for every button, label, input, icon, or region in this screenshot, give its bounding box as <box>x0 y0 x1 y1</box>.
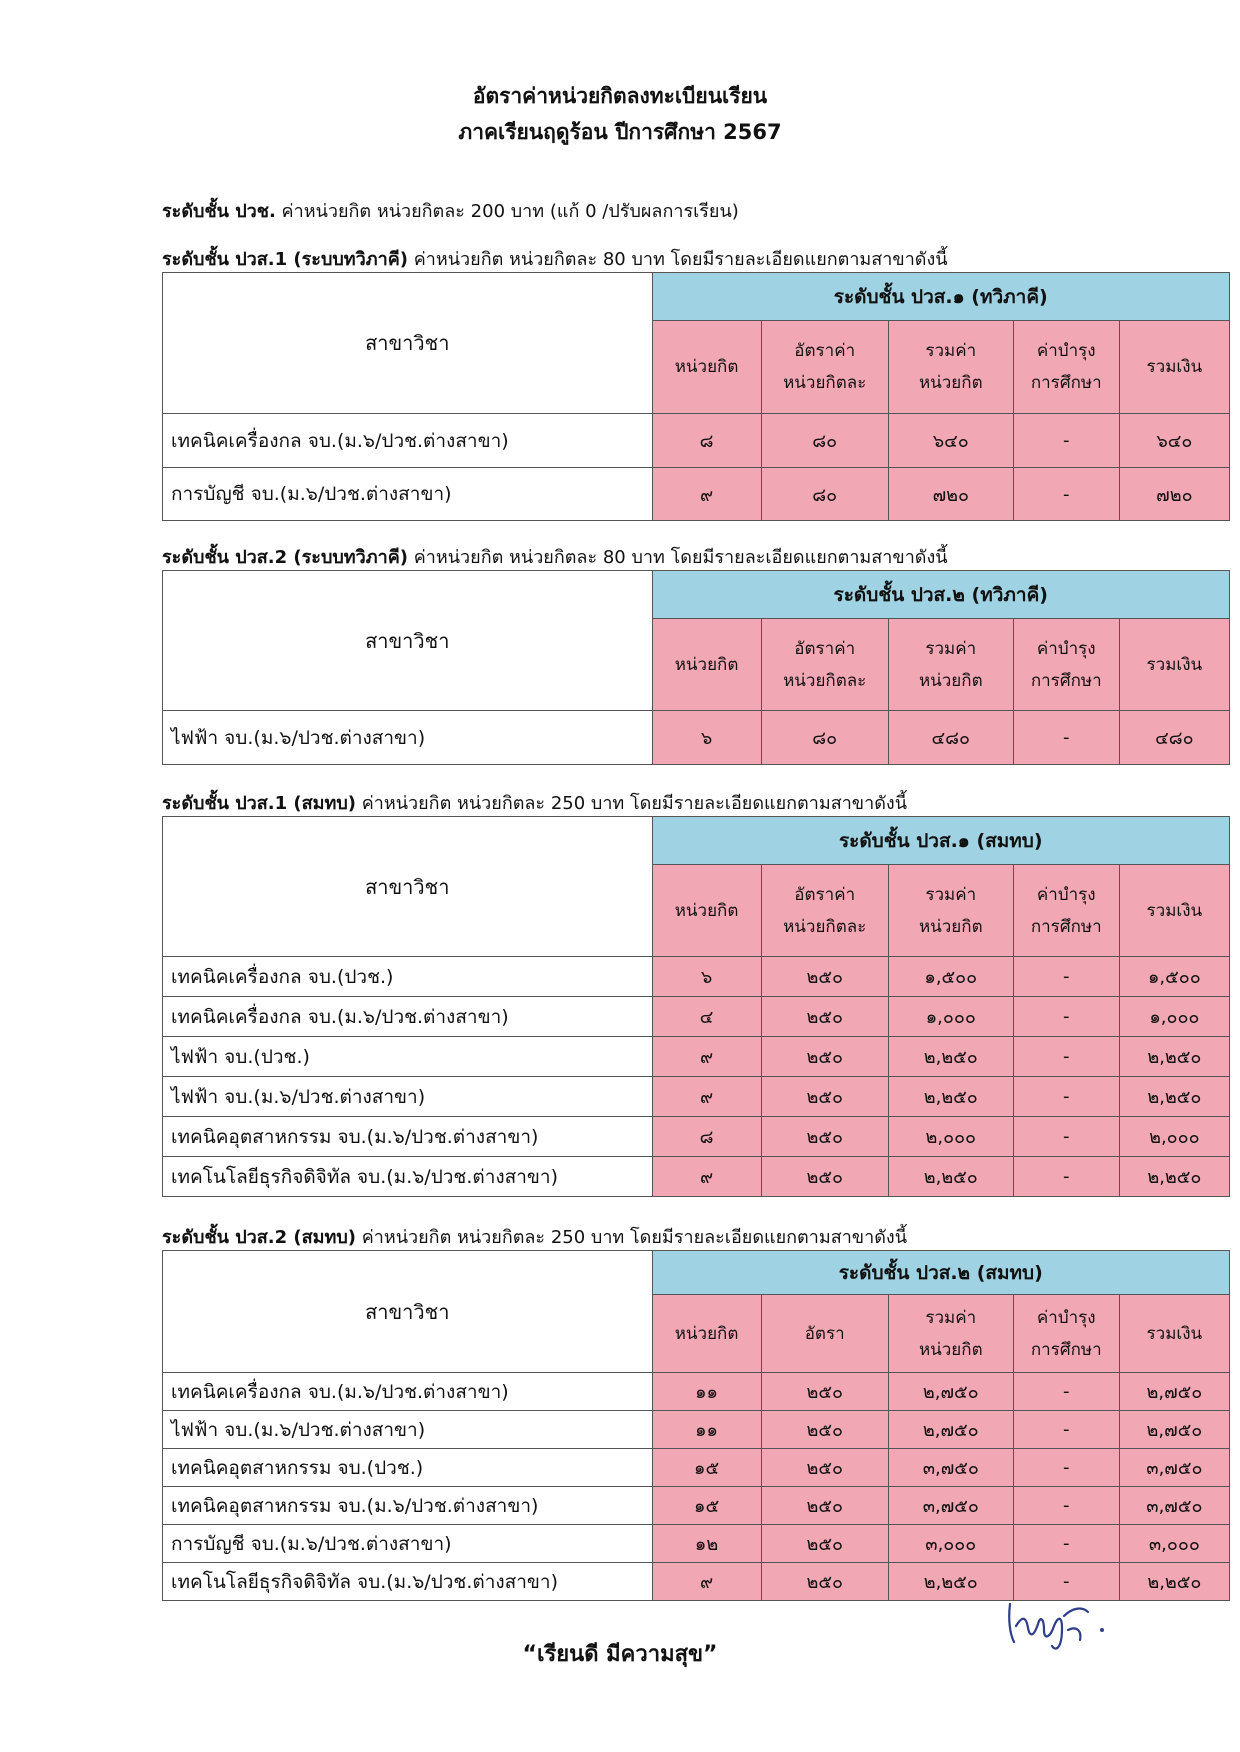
table-row <box>163 1449 1230 1487</box>
rate-cell: ๒๕๐ <box>761 997 888 1037</box>
rate-cell: ๒๕๐ <box>761 1525 888 1563</box>
total-cell: ๑,๕๐๐ <box>888 957 1013 997</box>
rate-column-header: อัตราค่า หน่วยกิตละ <box>761 865 888 957</box>
maintenance-fee-column-header: ค่าบำรุง การศึกษา <box>1013 619 1119 711</box>
table-row <box>163 1117 1230 1157</box>
table-row <box>163 997 1230 1037</box>
total-cell: ๒,๒๕๐ <box>888 1077 1013 1117</box>
rate-cell: ๒๕๐ <box>761 1157 888 1197</box>
credits-column-header: หน่วยกิต <box>652 619 761 711</box>
total-credit-fee-column-header: รวมค่า หน่วยกิต <box>888 619 1013 711</box>
sum-cell: ๓,๗๕๐ <box>1119 1487 1229 1525</box>
sum-cell: ๓,๐๐๐ <box>1119 1525 1229 1563</box>
table-row <box>163 1077 1230 1117</box>
credits-cell: ๑๑ <box>652 1411 761 1449</box>
footer-motto: “เรียนดี มีความสุข” <box>522 1642 718 1667</box>
fee-cell: - <box>1013 1077 1119 1117</box>
sum-cell: ๒,๐๐๐ <box>1119 1117 1229 1157</box>
total-credit-fee-column-header: รวมค่า หน่วยกิต <box>888 1295 1013 1373</box>
sum-cell: ๔๘๐ <box>1119 711 1229 765</box>
sum-cell: ๒,๒๕๐ <box>1119 1077 1229 1117</box>
credits-cell: ๖ <box>652 957 761 997</box>
sum-column-header: รวมเงิน <box>1119 1295 1229 1373</box>
table-row <box>163 1525 1230 1563</box>
credits-cell: ๙ <box>652 1563 761 1601</box>
fee-cell: - <box>1013 1411 1119 1449</box>
credits-cell: ๔ <box>652 997 761 1037</box>
subject-name: เทคนิคอุตสาหกรรม จบ.(ม.๖/ปวช.ต่างสาขา) <box>163 1117 653 1157</box>
rate-cell: ๒๕๐ <box>761 1037 888 1077</box>
maintenance-fee-column-header: ค่าบำรุง การศึกษา <box>1013 321 1119 414</box>
sum-cell: ๓,๗๕๐ <box>1119 1449 1229 1487</box>
credits-cell: ๑๕ <box>652 1487 761 1525</box>
sum-cell: ๒,๒๕๐ <box>1119 1563 1229 1601</box>
subject-column-header: สาขาวิชา <box>163 571 653 711</box>
subject-name: เทคโนโลยีธุรกิจดิจิทัล จบ.(ม.๖/ปวช.ต่างสาขา) <box>163 1157 653 1197</box>
table-row <box>163 1411 1230 1449</box>
rates-table <box>162 816 1230 1197</box>
sum-column-header: รวมเงิน <box>1119 865 1229 957</box>
rate-cell: ๒๕๐ <box>761 1117 888 1157</box>
table-row <box>163 468 1230 521</box>
rate-column-header: อัตราค่า หน่วยกิตละ <box>761 321 888 414</box>
document-title: อัตราค่าหน่วยกิตลงทะเบียนเรียน <box>472 84 768 108</box>
table-row <box>163 1373 1230 1411</box>
sum-cell: ๗๒๐ <box>1119 468 1229 521</box>
rate-cell: ๒๕๐ <box>761 1487 888 1525</box>
total-cell: ๑,๐๐๐ <box>888 997 1013 1037</box>
subject-name: การบัญชี จบ.(ม.๖/ปวช.ต่างสาขา) <box>163 1525 653 1563</box>
section-heading <box>162 542 948 571</box>
subject-column-header: สาขาวิชา <box>163 817 653 957</box>
section-heading-text: ค่าหน่วยกิต หน่วยกิตละ 250 บาท โดยมีรายละเอียดแยกตามสาขาดังนี้ <box>355 1227 908 1248</box>
credits-cell: ๖ <box>652 711 761 765</box>
subject-column-header: สาขาวิชา <box>163 273 653 414</box>
total-cell: ๓,๗๕๐ <box>888 1487 1013 1525</box>
credits-column-header: หน่วยกิต <box>652 865 761 957</box>
rate-cell: ๘๐ <box>761 711 888 765</box>
table-row <box>163 1487 1230 1525</box>
sum-cell: ๑,๐๐๐ <box>1119 997 1229 1037</box>
rate-column-header: อัตรา <box>761 1295 888 1373</box>
pvc-fee-text: ค่าหน่วยกิต หน่วยกิตละ 200 บาท (แก้ 0 /ปรับผลการเรียน) <box>275 201 739 222</box>
credits-cell: ๑๑ <box>652 1373 761 1411</box>
rate-cell: ๒๕๐ <box>761 1563 888 1601</box>
sum-column-header: รวมเงิน <box>1119 321 1229 414</box>
total-cell: ๒,๐๐๐ <box>888 1117 1013 1157</box>
sum-cell: ๒,๗๕๐ <box>1119 1373 1229 1411</box>
rate-column-header: อัตราค่า หน่วยกิตละ <box>761 619 888 711</box>
fee-cell: - <box>1013 1373 1119 1411</box>
credits-cell: ๙ <box>652 1157 761 1197</box>
total-cell: ๗๒๐ <box>888 468 1013 521</box>
subject-name: เทคโนโลยีธุรกิจดิจิทัล จบ.(ม.๖/ปวช.ต่างสาขา) <box>163 1563 653 1601</box>
maintenance-fee-column-header: ค่าบำรุง การศึกษา <box>1013 865 1119 957</box>
total-cell: ๒,๗๕๐ <box>888 1411 1013 1449</box>
subject-name: เทคนิคเครื่องกล จบ.(ม.๖/ปวช.ต่างสาขา) <box>163 414 653 468</box>
fee-cell: - <box>1013 1449 1119 1487</box>
subject-name: การบัญชี จบ.(ม.๖/ปวช.ต่างสาขา) <box>163 468 653 521</box>
maintenance-fee-column-header: ค่าบำรุง การศึกษา <box>1013 1295 1119 1373</box>
fee-cell: - <box>1013 997 1119 1037</box>
subject-name: ไฟฟ้า จบ.(ปวช.) <box>163 1037 653 1077</box>
total-cell: ๖๔๐ <box>888 414 1013 468</box>
pvc-level-label: ระดับชั้น ปวช. <box>162 201 276 222</box>
section-heading-level: ระดับชั้น ปวส.2 (ระบบทวิภาคี) <box>162 547 409 568</box>
fee-cell: - <box>1013 1157 1119 1197</box>
level-header: ระดับชั้น ปวส.๒ (ทวิภาคี) <box>652 571 1230 619</box>
section-heading <box>162 1222 907 1251</box>
level-header: ระดับชั้น ปวส.๑ (สมทบ) <box>652 817 1230 865</box>
section-heading-level: ระดับชั้น ปวส.1 (สมทบ) <box>162 793 356 814</box>
table-row <box>163 957 1230 997</box>
rates-table <box>162 1250 1230 1601</box>
table-row <box>163 711 1230 765</box>
subject-name: เทคนิคอุตสาหกรรม จบ.(ปวช.) <box>163 1449 653 1487</box>
total-cell: ๒,๒๕๐ <box>888 1563 1013 1601</box>
rate-cell: ๒๕๐ <box>761 1373 888 1411</box>
subject-name: เทคนิคอุตสาหกรรม จบ.(ม.๖/ปวช.ต่างสาขา) <box>163 1487 653 1525</box>
sum-cell: ๖๔๐ <box>1119 414 1229 468</box>
document-subtitle: ภาคเรียนฤดูร้อน ปีการศึกษา 2567 <box>458 120 782 144</box>
fee-cell: - <box>1013 1037 1119 1077</box>
subject-name: ไฟฟ้า จบ.(ม.๖/ปวช.ต่างสาขา) <box>163 1411 653 1449</box>
section-heading-level: ระดับชั้น ปวส.2 (สมทบ) <box>162 1227 356 1248</box>
subject-name: ไฟฟ้า จบ.(ม.๖/ปวช.ต่างสาขา) <box>163 1077 653 1117</box>
fee-cell: - <box>1013 957 1119 997</box>
total-cell: ๔๘๐ <box>888 711 1013 765</box>
section-heading-text: ค่าหน่วยกิต หน่วยกิตละ 250 บาท โดยมีรายละเอียดแยกตามสาขาดังนี้ <box>355 793 908 814</box>
credits-cell: ๑๕ <box>652 1449 761 1487</box>
credits-cell: ๙ <box>652 1077 761 1117</box>
total-cell: ๓,๐๐๐ <box>888 1525 1013 1563</box>
sum-column-header: รวมเงิน <box>1119 619 1229 711</box>
total-cell: ๒,๒๕๐ <box>888 1157 1013 1197</box>
fee-cell: - <box>1013 1525 1119 1563</box>
subject-name: เทคนิคเครื่องกล จบ.(ม.๖/ปวช.ต่างสาขา) <box>163 997 653 1037</box>
credits-cell: ๑๒ <box>652 1525 761 1563</box>
subject-column-header: สาขาวิชา <box>163 1251 653 1373</box>
credits-cell: ๙ <box>652 468 761 521</box>
section-heading-level: ระดับชั้น ปวส.1 (ระบบทวิภาคี) <box>162 249 409 270</box>
sum-cell: ๒,๒๕๐ <box>1119 1037 1229 1077</box>
credits-cell: ๙ <box>652 1037 761 1077</box>
sum-cell: ๑,๕๐๐ <box>1119 957 1229 997</box>
credits-column-header: หน่วยกิต <box>652 321 761 414</box>
table-row <box>163 414 1230 468</box>
fee-cell: - <box>1013 1117 1119 1157</box>
total-cell: ๒,๒๕๐ <box>888 1037 1013 1077</box>
section-heading <box>162 788 907 817</box>
level-header: ระดับชั้น ปวส.๑ (ทวิภาคี) <box>652 273 1230 321</box>
sum-cell: ๒,๗๕๐ <box>1119 1411 1229 1449</box>
total-cell: ๓,๗๕๐ <box>888 1449 1013 1487</box>
pvc-fee-note <box>162 196 739 225</box>
total-credit-fee-column-header: รวมค่า หน่วยกิต <box>888 321 1013 414</box>
credits-column-header: หน่วยกิต <box>652 1295 761 1373</box>
subject-name: เทคนิคเครื่องกล จบ.(ม.๖/ปวช.ต่างสาขา) <box>163 1373 653 1411</box>
total-credit-fee-column-header: รวมค่า หน่วยกิต <box>888 865 1013 957</box>
fee-cell: - <box>1013 414 1119 468</box>
rate-cell: ๒๕๐ <box>761 1077 888 1117</box>
rates-table <box>162 272 1230 521</box>
fee-cell: - <box>1013 1487 1119 1525</box>
rate-cell: ๘๐ <box>761 468 888 521</box>
section-heading-text: ค่าหน่วยกิต หน่วยกิตละ 80 บาท โดยมีรายละเอียดแยกตามสาขาดังนี้ <box>408 249 948 270</box>
rates-table <box>162 570 1230 765</box>
section-heading <box>162 244 948 273</box>
rate-cell: ๒๕๐ <box>761 1411 888 1449</box>
section-heading-text: ค่าหน่วยกิต หน่วยกิตละ 80 บาท โดยมีรายละเอียดแยกตามสาขาดังนี้ <box>408 547 948 568</box>
subject-name: เทคนิคเครื่องกล จบ.(ปวช.) <box>163 957 653 997</box>
rate-cell: ๘๐ <box>761 414 888 468</box>
rate-cell: ๒๕๐ <box>761 957 888 997</box>
subject-name: ไฟฟ้า จบ.(ม.๖/ปวช.ต่างสาขา) <box>163 711 653 765</box>
level-header: ระดับชั้น ปวส.๒ (สมทบ) <box>652 1251 1230 1295</box>
table-row <box>163 1037 1230 1077</box>
credits-cell: ๘ <box>652 414 761 468</box>
sum-cell: ๒,๒๕๐ <box>1119 1157 1229 1197</box>
fee-cell: - <box>1013 468 1119 521</box>
rate-cell: ๒๕๐ <box>761 1449 888 1487</box>
fee-cell: - <box>1013 1563 1119 1601</box>
total-cell: ๒,๗๕๐ <box>888 1373 1013 1411</box>
credits-cell: ๘ <box>652 1117 761 1157</box>
table-row <box>163 1157 1230 1197</box>
fee-cell: - <box>1013 711 1119 765</box>
